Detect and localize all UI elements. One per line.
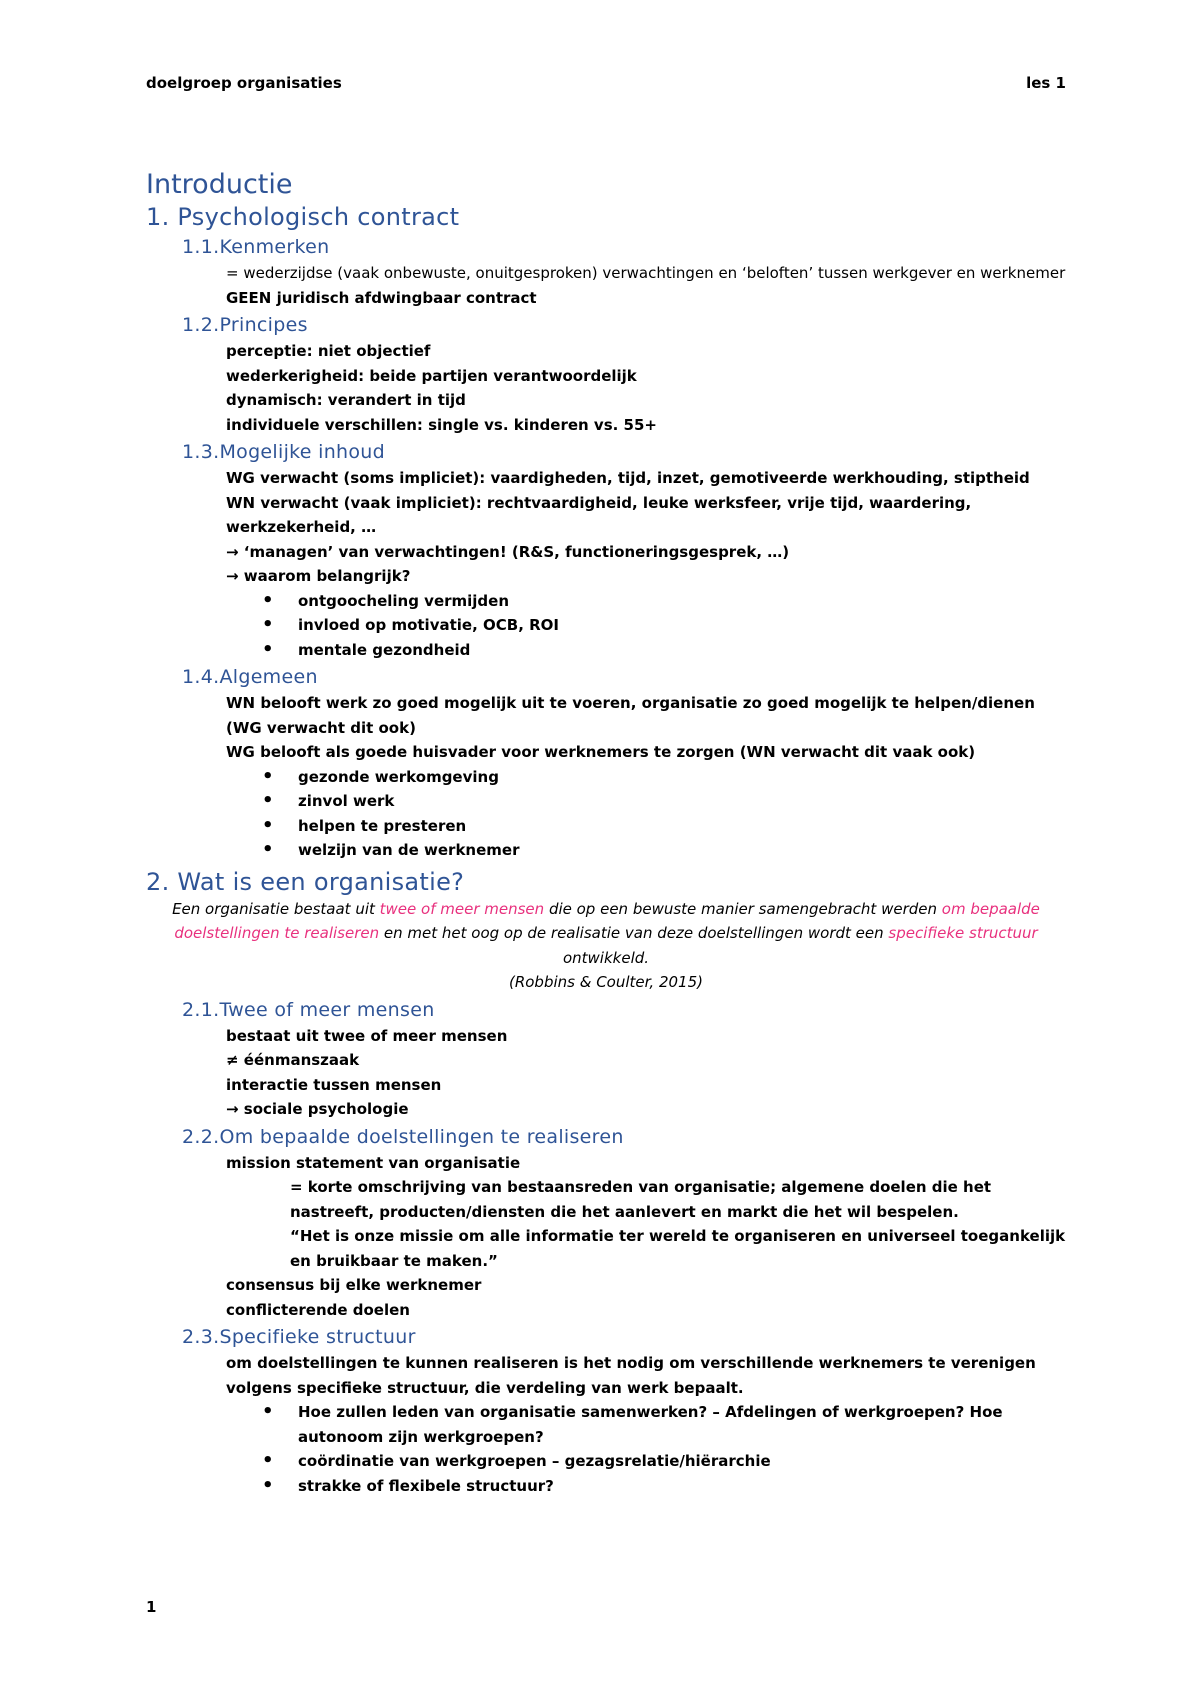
quote-highlight: om bepaalde doelstellingen te realiseren bbox=[174, 899, 1040, 942]
text-line: mission statement van organisatie bbox=[226, 1153, 521, 1172]
text-line: → waarom belangrijk? bbox=[226, 567, 411, 585]
section-1-3-body bbox=[226, 466, 1066, 662]
quote-text: en met het oog op de realisatie van deze doelstellingen wordt een bbox=[379, 924, 889, 942]
section-1-1-body bbox=[226, 261, 1066, 310]
text-line: WN belooft werk zo goed mogelijk uit te voeren, organisatie zo goed mogelijk te helpen/dienen (WG verwacht dit ook) bbox=[226, 694, 1035, 737]
page-number: 1 bbox=[146, 1598, 157, 1616]
section-1-1-heading: 1.1.Kenmerken bbox=[182, 236, 330, 258]
list-item: • invloed op motivatie, OCB, ROI bbox=[226, 613, 1066, 638]
list-item: • strakke of flexibele structuur? bbox=[226, 1474, 1066, 1499]
text-line: → ‘managen’ van verwachtingen! (R&S, functioneringsgesprek, …) bbox=[226, 542, 790, 561]
bullet-list bbox=[226, 1400, 1066, 1498]
header-lesson: les 1 bbox=[1026, 74, 1066, 92]
section-1-2-heading: 1.2.Principes bbox=[182, 314, 308, 336]
section-2-heading: 2. Wat is een organisatie? bbox=[146, 867, 465, 896]
bullet-list bbox=[226, 765, 1066, 863]
section-2-1-body bbox=[226, 1024, 1066, 1122]
list-item: • mentale gezondheid bbox=[226, 638, 1066, 663]
list-item: • coördinatie van werkgroepen – gezagsrelatie/hiërarchie bbox=[226, 1449, 1066, 1474]
section-1-4-heading: 1.4.Algemeen bbox=[182, 666, 318, 688]
indented-text: = korte omschrijving van bestaansreden van organisatie; algemene doelen die het nastreeft, producten/diensten die het aanlevert en markt die het wil bespelen. bbox=[290, 1178, 992, 1221]
text-line: WN verwacht (vaak impliciet): rechtvaardigheid, leuke werksfeer, vrije tijd, waardering, werkzekerheid, … bbox=[226, 493, 972, 536]
section-1-2-body bbox=[226, 339, 1066, 437]
bullet-list bbox=[226, 589, 1066, 663]
text-line: consensus bij elke werknemer bbox=[226, 1276, 482, 1294]
text-line: perceptie: niet objectief bbox=[226, 342, 431, 360]
text-line: om doelstellingen te kunnen realiseren is het nodig om verschillende werknemers te verenigen volgens specifieke structuur, die verdeling van werk bepaalt. bbox=[226, 1354, 1036, 1397]
text-line: ≠ éénmanszaak bbox=[226, 1051, 360, 1069]
section-2-2-body bbox=[226, 1151, 1066, 1323]
section-1-3-heading: 1.3.Mogelijke inhoud bbox=[182, 441, 386, 463]
list-item: • gezonde werkomgeving bbox=[226, 765, 1066, 790]
quote-highlight: twee of meer mensen bbox=[379, 899, 545, 918]
page-title: Introductie bbox=[146, 169, 293, 200]
list-item: • ontgoocheling vermijden bbox=[226, 589, 1066, 614]
section-2-3-heading: 2.3.Specifieke structuur bbox=[182, 1326, 416, 1348]
indented-text: “Het is onze missie om alle informatie ter wereld te organiseren en universeel toegankelijk en bruikbaar te maken.” bbox=[290, 1227, 1066, 1270]
quote-text: ontwikkeld. bbox=[562, 948, 650, 967]
quote-source: (Robbins & Coulter, 2015) bbox=[508, 973, 703, 991]
text-line: interactie tussen mensen bbox=[226, 1075, 442, 1094]
list-item: • zinvol werk bbox=[226, 789, 1066, 814]
text-line: dynamisch: verandert in tijd bbox=[226, 391, 466, 409]
text-line: bestaat uit twee of meer mensen bbox=[226, 1026, 508, 1045]
quote-text: die op een bewuste manier samengebracht werden bbox=[544, 899, 942, 918]
text-line: → sociale psychologie bbox=[226, 1100, 409, 1118]
text-line: individuele verschillen: single vs. kinderen vs. 55+ bbox=[226, 415, 657, 434]
text-line: WG verwacht (soms impliciet): vaardigheden, tijd, inzet, gemotiveerde werkhouding, stiptheid bbox=[226, 469, 1030, 487]
list-item: • Hoe zullen leden van organisatie samenwerken? – Afdelingen of werkgroepen? Hoe autonoom zijn werkgroepen? bbox=[226, 1400, 1066, 1449]
quote-highlight: specifieke structuur bbox=[888, 924, 1038, 942]
header-title: doelgroep organisaties bbox=[146, 74, 342, 92]
list-item: • helpen te presteren bbox=[226, 814, 1066, 839]
list-item: • welzijn van de werknemer bbox=[226, 838, 1066, 863]
text-line: GEEN juridisch afdwingbaar contract bbox=[226, 288, 537, 307]
section-2-1-heading: 2.1.Twee of meer mensen bbox=[182, 998, 435, 1021]
section-2-2-heading: 2.2.Om bepaalde doelstellingen te realiseren bbox=[182, 1125, 624, 1148]
section-1-heading: 1. Psychologisch contract bbox=[146, 203, 460, 231]
document-body bbox=[146, 168, 1066, 1498]
text-line: WG belooft als goede huisvader voor werknemers te zorgen (WN verwacht dit vaak ook) bbox=[226, 743, 976, 761]
text-line: = wederzijdse (vaak onbewuste, onuitgesproken) verwachtingen en ‘beloften’ tussen werkgever en werknemer bbox=[226, 264, 1066, 282]
section-1-4-body bbox=[226, 691, 1066, 863]
text-line: conflicterende doelen bbox=[226, 1300, 410, 1319]
definition-quote bbox=[146, 897, 1066, 995]
text-line: wederkerigheid: beide partijen verantwoordelijk bbox=[226, 366, 637, 385]
quote-text: Een organisatie bestaat uit bbox=[172, 899, 380, 918]
section-2-3-body bbox=[226, 1351, 1066, 1498]
